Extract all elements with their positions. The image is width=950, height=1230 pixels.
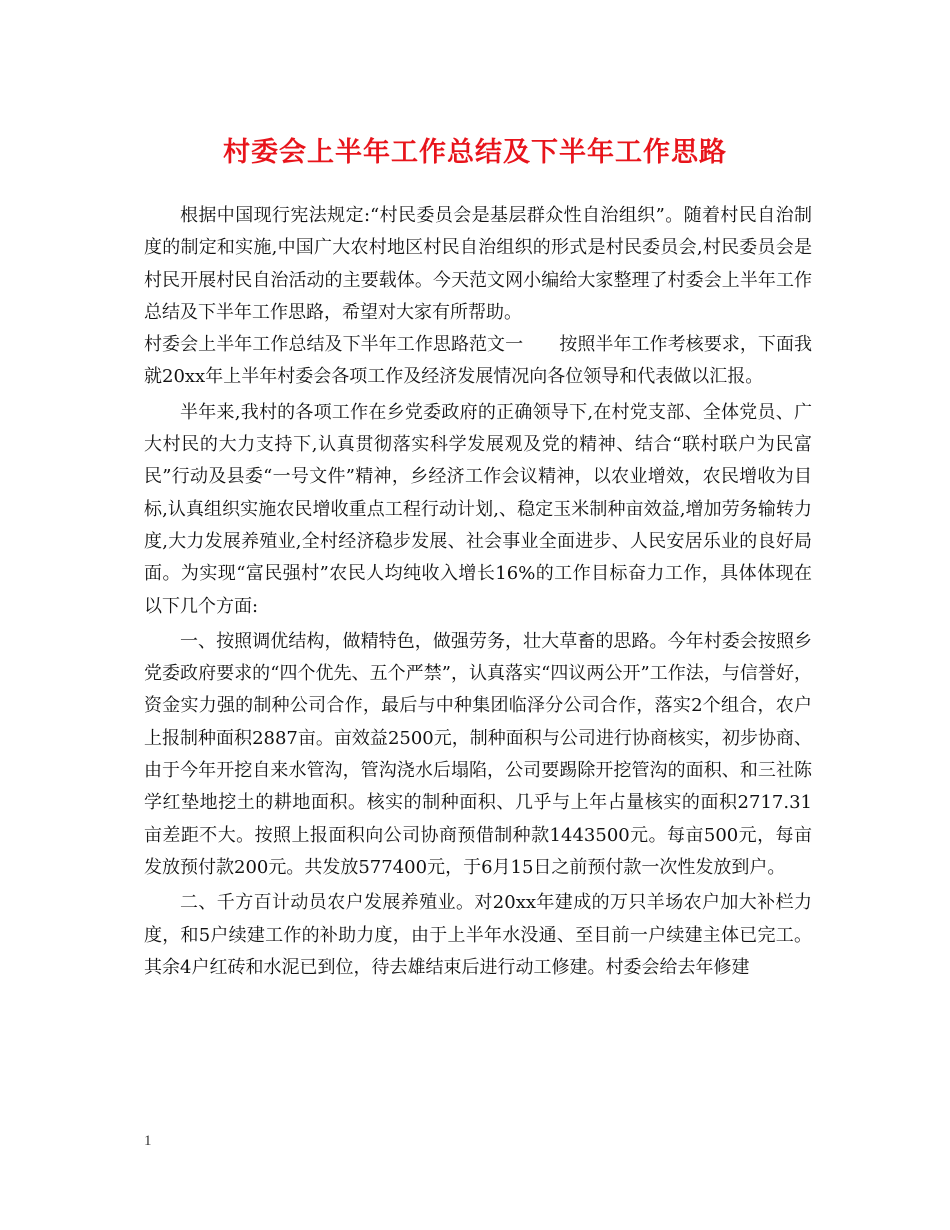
paragraph-half-year-overview: 半年来,我村的各项工作在乡党委政府的正确领导下,在村党支部、全体党员、广大村民的大力支持下,认真贯彻落实科学发展观及党的精神、结合“联村联户为民富民”行动及县委“一号文件”精神，乡经济工作会议精神，以农业增效，农民增收为目标,认真组织实施农民增收重点工程行动计划,、稳定玉米制种亩效益,增加劳务输转力度,大力发展养殖业,全村经济稳步发展、社会事业全面进步、人民安居乐业的良好局面。为实现“富民强村”农民人均纯收入增长16%的工作目标奋力工作，具体体现在以下几个方面: <box>144 401 812 617</box>
paragraph-section-one: 一、按照调优结构，做精特色，做强劳务，壮大草畜的思路。今年村委会按照乡党委政府要求的“四个优先、五个严禁”，认真落实“四议两公开”工作法，与信誉好，资金实力强的制种公司合作，最后与中种集团临泽分公司合作，落实2个组合，农户上报制种面积2887亩。亩效益2500元，制种面积与公司进行协商核实，初步协商、由于今年开挖自来水管沟，管沟浇水后塌陷，公司要踢除开挖管沟的面积、和三社陈学红垫地挖土的耕地面积。核实的制种面积、几乎与上年占量核实的面积2717.31亩差距不大。按照上报面积向公司协商预借制种款1443500元。每亩500元，每亩发放预付款200元。共发放577400元，于6月15日之前预付款一次性发放到户。 <box>144 630 812 878</box>
document-title: 村委会上半年工作总结及下半年工作思路 <box>223 137 727 168</box>
paragraph-intro: 根据中国现行宪法规定:“村民委员会是基层群众性自治组织”。随着村民自治制度的制定和实施,中国广大农村地区村民自治组织的形式是村民委员会,村民委员会是村民开展村民自治活动的主要载体。今天范文网小编给大家整理了村委会上半年工作总结及下半年工作思路，希望对大家有所帮助。 <box>144 205 812 323</box>
page-number: 1 <box>144 1133 152 1149</box>
paragraph-sample-heading: 村委会上半年工作总结及下半年工作思路范文一 按照半年工作考核要求，下面我就20xx年上半年村委会各项工作及经济发展情况向各位领导和代表做以汇报。 <box>144 334 812 388</box>
paragraph-section-two: 二、千方百计动员农户发展养殖业。对20xx年建成的万只羊场农户加大补栏力度，和5户续建工作的补助力度，由于上半年水没通、至目前一户续建主体已完工。其余4户红砖和水泥已到位，待去雄结束后进行动工修建。村委会给去年修建 <box>144 892 812 978</box>
document-body <box>144 200 812 984</box>
